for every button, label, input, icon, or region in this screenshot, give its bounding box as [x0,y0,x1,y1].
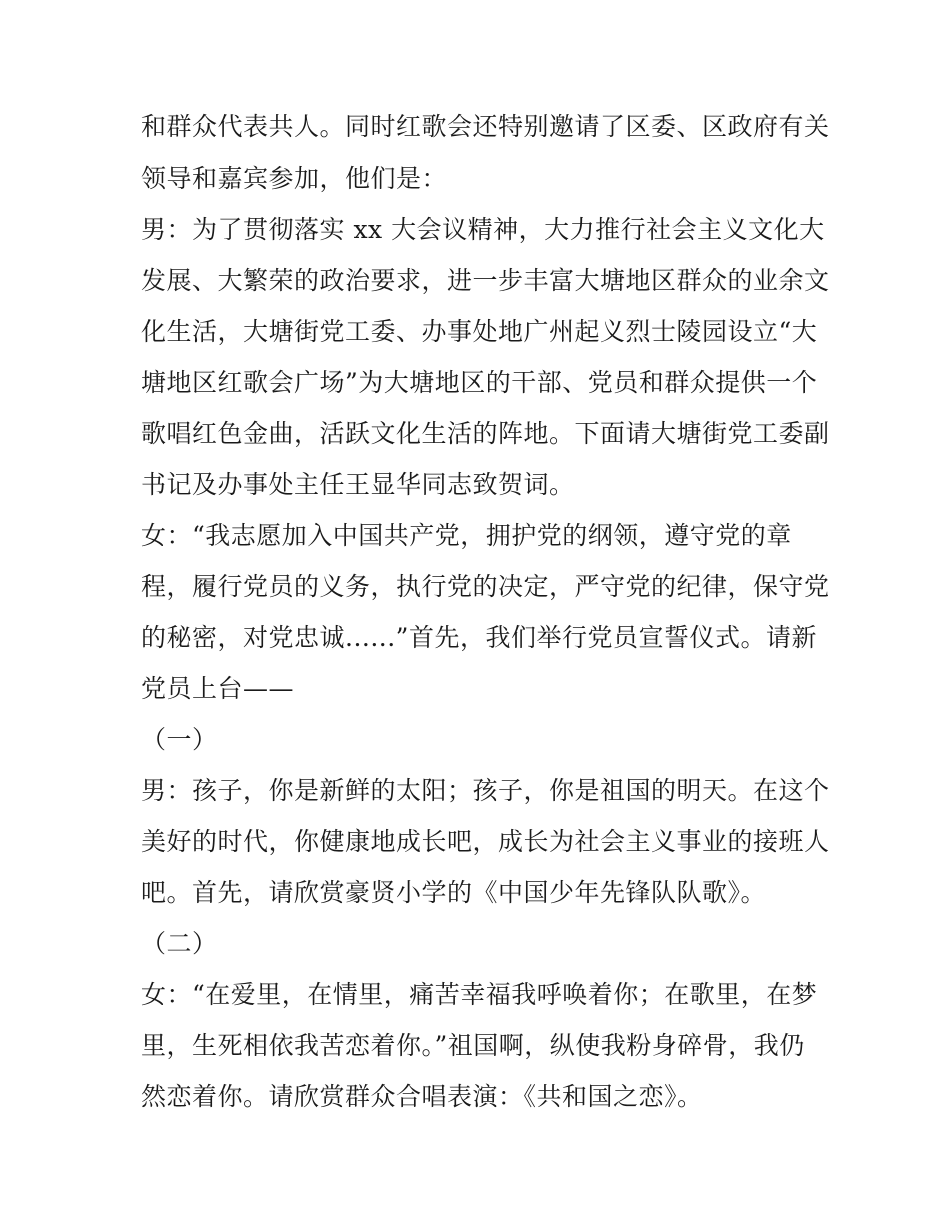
text-line: 程，履行党员的义务，执行党的决定，严守党的纪律，保守党 [141,572,830,601]
text-line: 美好的时代，你健康地成长吧，成长为社会主义事业的接班人 [141,827,830,856]
text-line: 女：“我志愿加入中国共产党，拥护党的纲领，遵守党的章 [141,521,792,550]
text-line: 化生活，大塘街党工委、办事处地广州起义烈士陵园设立“大 [141,317,818,346]
text-line: 女：“在爱里，在情里，痛苦幸福我呼唤着你；在歌里，在梦 [141,980,818,1009]
text-line: 书记及办事处主任王显华同志致贺词。 [141,470,575,499]
text-line: 吧。首先，请欣赏豪贤小学的《中国少年先锋队队歌》。 [141,878,767,907]
text-line: 党员上台—— [141,674,295,703]
text-line: 塘地区红歌会广场”为大塘地区的干部、党员和群众提供一个 [141,368,818,397]
text-line: 男：为了贯彻落实 xx 大会议精神，大力推行社会主义文化大 [141,215,825,244]
section-marker: （二） [141,929,218,958]
text-line: 里，生死相依我苦恋着你。”祖国啊，纵使我粉身碎骨，我仍 [141,1031,805,1060]
text-line: 然恋着你。请欣赏群众合唱表演：《共和国之恋》。 [141,1082,703,1111]
section-marker: （一） [141,725,218,754]
text-line: 领导和嘉宾参加，他们是： [141,164,448,193]
text-line: 和群众代表共人。同时红歌会还特别邀请了区委、区政府有关 [141,112,830,141]
text-line: 的秘密，对党忠诚......”首先，我们举行党员宣誓仪式。请新 [141,623,817,652]
text-line: 男：孩子，你是新鲜的太阳；孩子，你是祖国的明天。在这个 [141,776,830,805]
text-line: 发展、大繁荣的政治要求，进一步丰富大塘地区群众的业余文 [141,266,830,295]
text-line: 歌唱红色金曲，活跃文化生活的阵地。下面请大塘街党工委副 [141,419,830,448]
